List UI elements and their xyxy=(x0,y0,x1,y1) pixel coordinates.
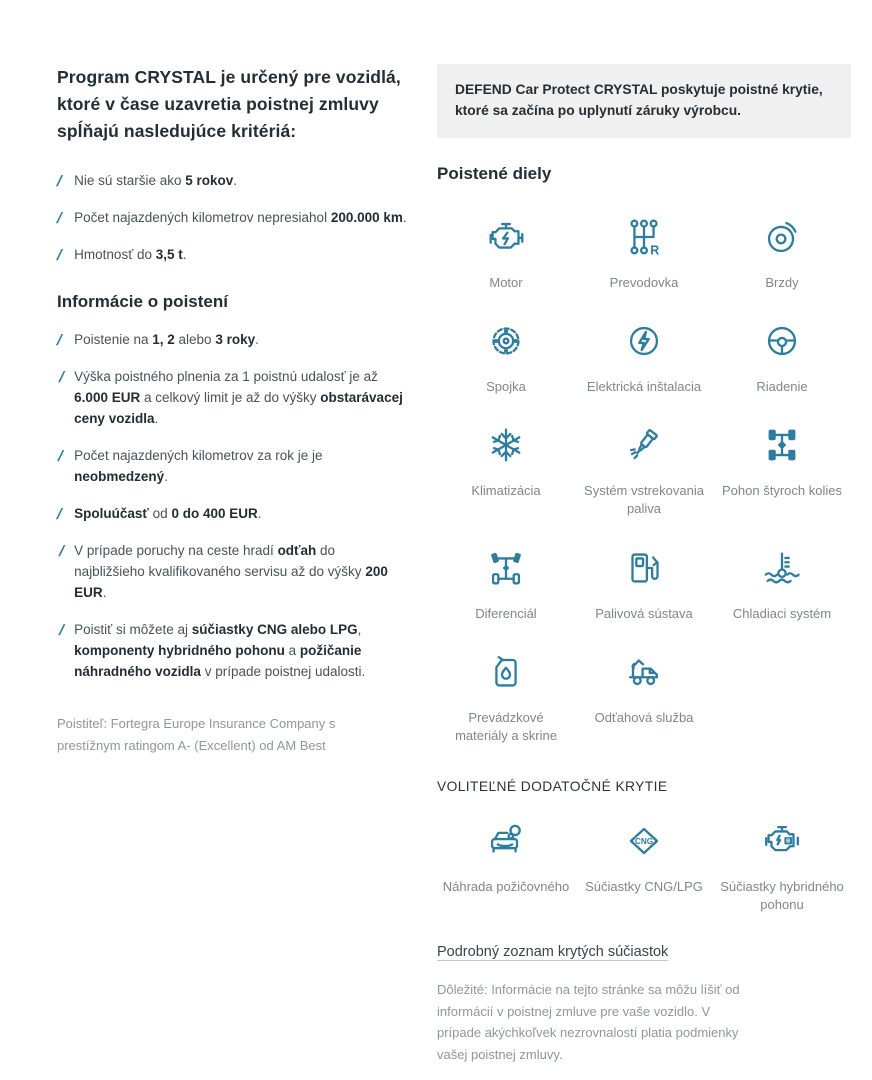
part-fuel-injection xyxy=(575,422,713,518)
part-label: Súčiastky hybridného pohonu xyxy=(720,879,844,913)
part-label: Brzdy xyxy=(765,274,799,290)
criteria-text: Počet najazdených kilometrov nepresiahol 200.000 km. xyxy=(74,210,407,226)
steering-wheel-icon xyxy=(759,318,805,378)
part-label: Pohon štyroch kolies xyxy=(722,483,842,499)
list-item xyxy=(57,208,409,229)
part-label: Diferenciál xyxy=(475,605,537,621)
list-item xyxy=(57,367,409,430)
brake-disc-icon xyxy=(759,214,805,274)
coolant-thermometer-icon xyxy=(759,545,805,605)
part-operating-materials xyxy=(437,649,575,745)
list-item xyxy=(57,245,409,266)
svg-text:R: R xyxy=(650,243,660,258)
info-text: Poistiť si môžete aj súčiastky CNG alebo LPG, komponenty hybridného pohonu a požičanie náhradného vozidla v prípade poistnej udalosti. xyxy=(74,621,366,679)
part-label: Náhrada požičovného xyxy=(442,879,570,895)
list-item xyxy=(57,504,409,525)
part-air-conditioning xyxy=(437,422,575,518)
criteria-list xyxy=(57,171,409,266)
criteria-text: Nie sú staršie ako 5 rokov. xyxy=(74,173,238,189)
fuel-injector-icon xyxy=(621,422,667,482)
part-label: Súčiastky CNG/LPG xyxy=(585,879,703,895)
list-item xyxy=(57,330,409,351)
differential-axle-icon xyxy=(483,545,529,605)
engine-icon xyxy=(483,214,529,274)
part-label: Riadenie xyxy=(756,378,808,394)
bullet-slash-icon: / xyxy=(58,369,65,387)
part-four-wheel-drive xyxy=(713,422,851,518)
part-electrical xyxy=(575,318,713,396)
part-label: Klimatizácia xyxy=(471,483,541,499)
bullet-slash-icon: / xyxy=(57,448,64,466)
part-gearbox xyxy=(575,214,713,292)
criteria-text: Hmotnosť do 3,5 t. xyxy=(74,247,187,263)
cng-diamond-icon xyxy=(621,818,667,878)
part-brakes xyxy=(713,214,851,292)
part-label: Odťahová služba xyxy=(594,709,694,725)
intro-heading: Program CRYSTAL je určený pre vozidlá, ktoré v čase uzavretia poistnej zmluvy spĺňajú nasledujúce kritériá: xyxy=(57,67,401,142)
highlight-box: DEFEND Car Protect CRYSTAL poskytuje poistné krytie, ktoré sa začína po uplynutí záruky výrobcu. xyxy=(437,64,851,138)
fuel-pump-icon xyxy=(621,545,667,605)
part-cng-lpg xyxy=(575,818,713,914)
part-motor xyxy=(437,214,575,292)
part-label: Palivová sústava xyxy=(595,605,693,621)
part-label: Elektrická inštalacia xyxy=(586,378,702,394)
disclaimer-text: Dôležité: Informácie na tejto stránke sa môžu líšiť od informácií v poistnej zmluve pre vaše vozidlo. V prípade akýchkoľvek nezrovnalostí platia podmienky vašej poistnej zmluvy. xyxy=(437,982,740,1062)
optional-coverage-heading: VOLITEĽNÉ DODATOČNÉ KRYTIE xyxy=(437,779,668,795)
part-rental-car xyxy=(437,818,575,914)
hybrid-engine-icon xyxy=(759,818,805,878)
covered-parts-grid xyxy=(437,214,851,745)
rental-car-icon xyxy=(483,818,529,878)
bullet-slash-icon: / xyxy=(56,332,63,350)
info-list xyxy=(57,330,409,682)
info-text: Poistenie na 1, 2 alebo 3 roky. xyxy=(74,332,259,348)
left-column xyxy=(57,64,409,1065)
svg-text:B: B xyxy=(786,838,791,845)
covered-parts-heading: Poistené diely xyxy=(437,163,552,183)
bullet-slash-icon: / xyxy=(56,173,63,191)
part-label: Spojka xyxy=(486,378,526,394)
part-fuel-system xyxy=(575,545,713,623)
gearbox-icon xyxy=(621,214,667,274)
snowflake-icon xyxy=(483,422,529,482)
part-cooling-system xyxy=(713,545,851,623)
right-column xyxy=(437,64,851,1065)
bullet-slash-icon: / xyxy=(56,505,63,523)
info-text: V prípade poruchy na ceste hradí odťah do najbližšieho kvalifikovaného servisu až do výšky 200 EUR. xyxy=(74,542,388,600)
bullet-slash-icon: / xyxy=(58,542,65,560)
info-text: Výška poistného plnenia za 1 poistnú udalosť je až 6.000 EUR a celkový limit je až do výšky obstarávacej ceny vozidla. xyxy=(74,369,403,427)
part-differential xyxy=(437,545,575,623)
part-label: Prevodovka xyxy=(609,274,679,290)
bullet-slash-icon: / xyxy=(58,621,65,639)
part-label: Systém vstrekovania paliva xyxy=(584,483,704,517)
part-label: Chladiaci systém xyxy=(732,605,832,621)
info-heading: Informácie o poistení xyxy=(57,292,228,312)
bullet-slash-icon: / xyxy=(56,210,63,228)
covered-parts-list-link[interactable]: Podrobný zoznam krytých súčiastok xyxy=(437,944,669,961)
part-clutch xyxy=(437,318,575,396)
part-hybrid xyxy=(713,818,851,914)
list-item xyxy=(57,541,409,604)
svg-text:CNG: CNG xyxy=(634,836,654,846)
list-item xyxy=(57,620,409,683)
part-towing-service xyxy=(575,649,713,745)
insurer-note: Poistiteľ: Fortegra Europe Insurance Company s prestížnym ratingom A- (Excellent) od AM Best xyxy=(57,715,336,753)
clutch-disc-icon xyxy=(483,318,529,378)
list-item xyxy=(57,446,409,488)
info-text: Počet najazdených kilometrov za rok je je neobmedzený. xyxy=(74,448,323,485)
part-steering xyxy=(713,318,851,396)
info-text: Spoluúčasť od 0 do 400 EUR. xyxy=(74,505,262,521)
list-item xyxy=(57,171,409,192)
oil-canister-icon xyxy=(483,649,529,709)
lightning-circle-icon xyxy=(621,318,667,378)
part-label: Prevádzkové materiály a skrine xyxy=(455,709,557,743)
optional-parts-grid xyxy=(437,818,851,914)
bullet-slash-icon: / xyxy=(56,247,63,265)
tow-truck-icon xyxy=(621,649,667,709)
four-wheel-drive-icon xyxy=(759,422,805,482)
part-label: Motor xyxy=(489,274,523,290)
